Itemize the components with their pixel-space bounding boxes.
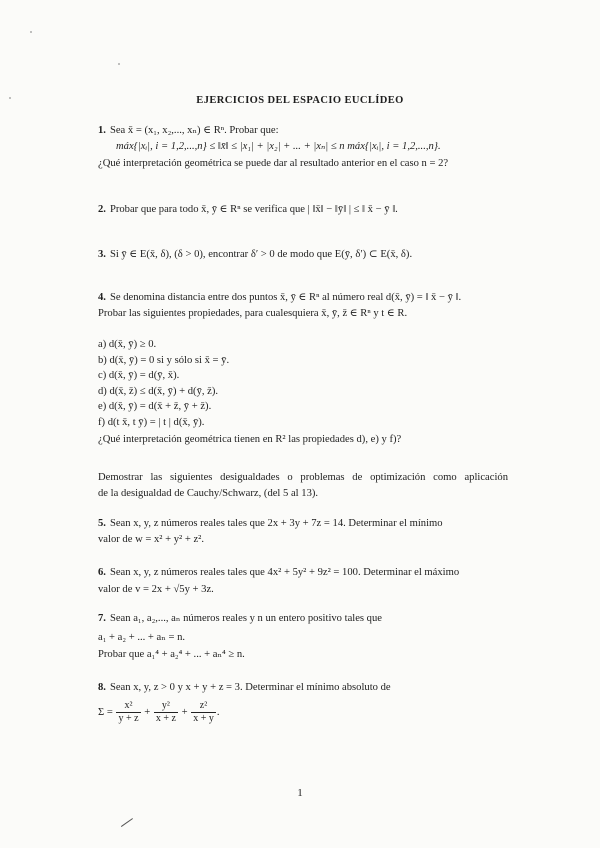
exercise-6-objective: valor de v = 2x + √5y + 3z. [98,584,214,595]
exercise-4-question: ¿Qué interpretación geométrica tienen en R² las propiedades d), e) y f)? [98,434,402,445]
exercise-1-question: ¿Qué interpretación geométrica se puede dar al resultado anterior en el caso n = 2? [98,158,449,169]
exercise-1-statement [98,124,279,137]
exercise-6-number: 6. [98,567,106,578]
exercise-4-number: 4. [98,292,106,303]
plus-sign: + [181,707,188,718]
exercise-5-statement [98,517,443,530]
exercise-8-number: 8. [98,682,106,693]
period: . [216,707,220,718]
exercise-4-item-b: b) d(x̄, ȳ) = 0 si y sólo si x̄ = ȳ. [98,355,230,366]
exercise-8-text: Sean x, y, z > 0 y x + y + z = 3. Determinar el mínimo absoluto de [109,682,391,693]
exercise-1-inequality [116,140,441,153]
exercise-1-number: 1. [98,125,106,136]
plus-sign: + [144,707,151,718]
exercise-1-text: Sea x̄ = (x₁, x₂,..., xₙ) ∈ Rⁿ. Probar que: [109,125,279,136]
exercise-2-number: 2. [98,204,106,215]
fraction-1 [116,700,140,725]
exercise-2-text: Probar que para todo x̄, ȳ ∈ Rⁿ se verifica que | ‖x̄‖ − ‖ȳ‖ | ≤ ‖ x̄ − ȳ ‖. [109,204,398,215]
exercise-7-condition: a₁ + a₂ + ... + aₙ = n. [98,632,186,643]
exercise-4-item-e: e) d(x̄, ȳ) = d(x̄ + z̄, ȳ + z̄). [98,401,212,412]
page-number: 1 [297,787,303,799]
fraction-3-denominator: x + y [193,713,214,725]
cauchy-schwarz-intro-line-2: de la desigualdad de Cauchy/Schwarz, (del 5 al 13). [98,488,319,499]
exercise-7-number: 7. [98,613,106,624]
exercise-1-formula: máx{|xᵢ|, i = 1,2,...,n} ≤ ‖x̄‖ ≤ |x₁| + |x₂| + ... + |xₙ| ≤ n máx{|xᵢ|, i = 1,2,...,n}. [116,141,441,152]
fraction-1-denominator: y + z [118,713,139,725]
exercise-4-item-d: d) d(x̄, z̄) ≤ d(x̄, ȳ) + d(ȳ, z̄). [98,386,219,397]
pen-mark [121,818,133,827]
cauchy-schwarz-intro-line-1: Demostrar las siguientes desigualdades o problemas de optimización como aplicación [98,472,508,483]
exercise-4-item-c: c) d(x̄, ȳ) = d(ȳ, x̄). [98,370,180,381]
fraction-2-denominator: x + z [155,713,176,725]
exercise-4-item-a: a) d(x̄, ȳ) ≥ 0. [98,339,157,350]
exercise-4-text: Se denomina distancia entre dos puntos x̄, ȳ ∈ Rⁿ al número real d(x̄, ȳ) = ‖ x̄ − ȳ ‖. [109,292,462,303]
exercise-3-statement [98,248,412,261]
fraction-2-numerator: y² [154,700,178,713]
exercise-3-text: Si ȳ ∈ E(x̄, δ), (δ > 0), encontrar δ′ > 0 de modo que E(ȳ, δ′) ⊂ E(x̄, δ). [109,249,413,260]
fraction-3-numerator: z² [191,700,216,713]
document-title: EJERCICIOS DEL ESPACIO EUCLÍDEO [196,95,404,106]
sigma-symbol: Σ = [98,707,113,718]
exercise-6-text: Sean x, y, z números reales tales que 4x² + 5y² + 9z² = 100. Determinar el máximo [109,567,460,578]
exercise-7-claim: Probar que a₁⁴ + a₂⁴ + ... + aₙ⁴ ≥ n. [98,649,245,660]
exercise-7-text: Sean a₁, a₂,..., aₙ números reales y n un entero positivo tales que [109,613,382,624]
exercise-6-statement [98,566,459,579]
exercise-4-statement [98,291,461,304]
exercise-8-sum-expression [98,700,220,726]
exercise-2-statement [98,203,398,216]
fraction-3 [191,700,216,725]
exercise-5-number: 5. [98,518,106,529]
exercise-4-instructions: Probar las siguientes propiedades, para cualesquiera x̄, ȳ, z̄ ∈ Rⁿ y t ∈ R. [98,308,408,319]
exercise-8-statement [98,681,391,694]
exercise-4-item-f: f) d(t x̄, t ȳ) = | t | d(x̄, ȳ). [98,417,205,428]
exercise-7-statement [98,612,382,625]
exercise-5-text: Sean x, y, z números reales tales que 2x + 3y + 7z = 14. Determinar el mínimo [109,518,443,529]
fraction-2 [154,700,178,725]
fraction-1-numerator: x² [116,700,140,713]
scan-speck [118,63,120,65]
exercise-3-number: 3. [98,249,106,260]
scan-speck [30,31,32,33]
exercise-5-objective: valor de w = x² + y² + z². [98,534,204,545]
